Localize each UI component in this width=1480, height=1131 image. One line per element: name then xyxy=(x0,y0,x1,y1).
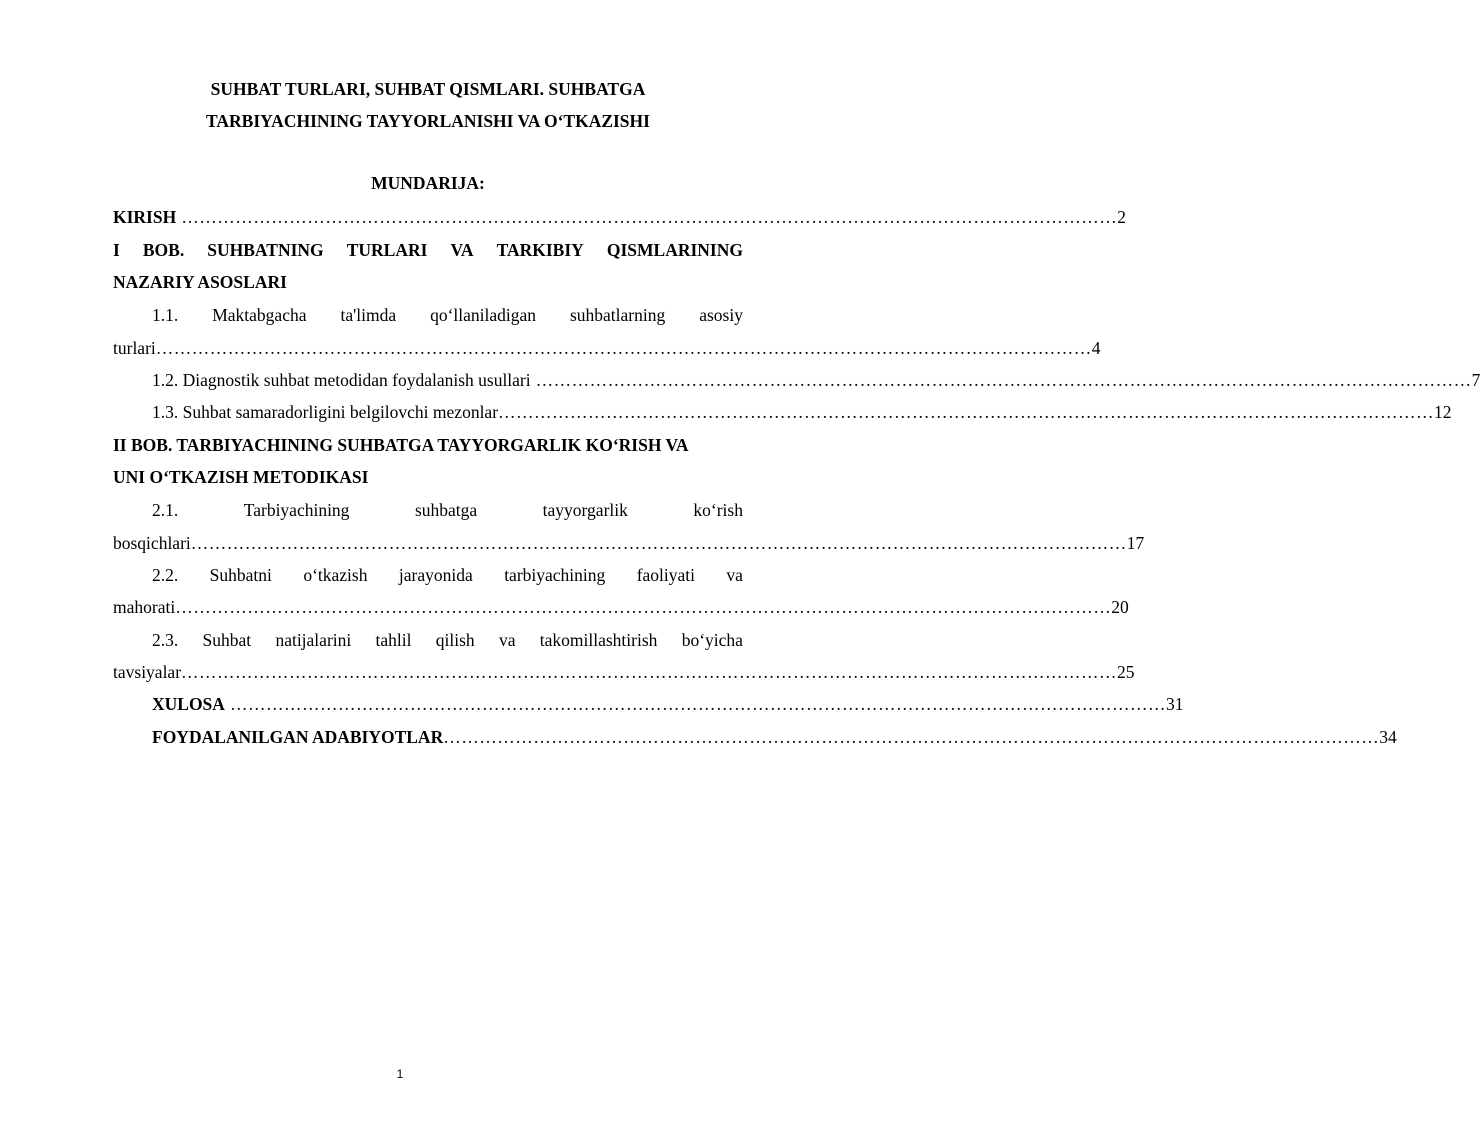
toc-entry-label: mahorati xyxy=(113,597,176,617)
toc-word: faoliyati xyxy=(636,565,695,585)
document-title xyxy=(113,73,743,137)
title-line-1: SUHBAT TURLARI, SUHBAT QISMLARI. SUHBATGA xyxy=(210,79,646,99)
toc-page-number: 17 xyxy=(1126,533,1145,553)
toc-section-1-2[interactable] xyxy=(152,368,1480,392)
toc-entry-label: 1.3. Suhbat samaradorligini belgilovchi mezonlar xyxy=(152,402,499,422)
toc-chapter-2-line-1[interactable]: II BOB. TARBIYACHINING SUHBATGA TAYYORGARLIK KO‘RISH VA xyxy=(113,435,689,455)
toc-section-2-1-line-1[interactable] xyxy=(152,498,743,522)
toc-leader-dots: ………………………………………………………………………………………………………………………………………… xyxy=(181,662,1118,682)
toc-word: 2.3. xyxy=(152,630,179,650)
toc-word: tahlil xyxy=(375,630,412,650)
toc-word: qilish xyxy=(435,630,475,650)
toc-word: Suhbatni xyxy=(209,565,272,585)
toc-page-number: 34 xyxy=(1379,727,1397,747)
toc-leader-dots: ………………………………………………………………………………………………………………………………………… xyxy=(229,694,1166,714)
toc-leader-dots: ………………………………………………………………………………………………………………………………………… xyxy=(535,370,1472,390)
toc-section-1-3[interactable] xyxy=(152,400,1452,424)
toc-leader-dots: ………………………………………………………………………………………………………………………………………… xyxy=(498,402,1435,422)
toc-word: tarbiyachining xyxy=(504,565,606,585)
toc-leader-dots: ………………………………………………………………………………………………………………………………………… xyxy=(190,533,1127,553)
toc-entry-label: tavsiyalar xyxy=(113,662,182,682)
toc-word: SUHBATNING xyxy=(207,240,324,260)
toc-chapter-2-line-2[interactable]: UNI O‘TKAZISH METODIKASI xyxy=(113,467,369,487)
toc-entry-label: KIRISH xyxy=(113,207,177,227)
toc-word: o‘tkazish xyxy=(303,565,368,585)
toc-entry-label: bosqichlari xyxy=(113,533,191,553)
toc-word: suhbatga xyxy=(414,500,478,520)
toc-page-number: 31 xyxy=(1165,694,1184,714)
title-line-2: TARBIYACHINING TAYYORLANISHI VA O‘TKAZISHI xyxy=(206,111,650,131)
toc-page-number: 12 xyxy=(1434,402,1452,422)
toc-word: QISMLARINING xyxy=(606,240,743,260)
toc-word: VA xyxy=(450,240,474,260)
toc-section-2-3-line-2[interactable] xyxy=(113,660,1135,684)
toc-chapter-1-line-2[interactable]: NAZARIY ASOSLARI xyxy=(113,272,287,292)
toc-section-1-1-line-2[interactable] xyxy=(113,336,1101,360)
toc-word: 1.1. xyxy=(152,305,179,325)
toc-word: 2.1. xyxy=(152,500,179,520)
toc-word: ta'limda xyxy=(340,305,397,325)
toc-word: Tarbiyachining xyxy=(243,500,350,520)
toc-word: suhbatlarning xyxy=(569,305,666,325)
toc-word: I xyxy=(113,240,120,260)
toc-entry-label: XULOSA xyxy=(152,694,225,714)
toc-word: qo‘llaniladigan xyxy=(430,305,537,325)
page-number: 1 xyxy=(396,1067,404,1081)
toc-word: jarayonida xyxy=(398,565,473,585)
toc-word: ko‘rish xyxy=(693,500,743,520)
toc-section-1-1-line-1[interactable] xyxy=(152,303,743,327)
toc-entry-label: FOYDALANILGAN ADABIYOTLAR xyxy=(152,727,444,747)
toc-section-2-2-line-1[interactable] xyxy=(152,563,743,587)
toc-section-2-3-line-1[interactable] xyxy=(152,628,743,652)
toc-word: Suhbat xyxy=(202,630,252,650)
toc-word: Maktabgacha xyxy=(212,305,307,325)
toc-page-number: 25 xyxy=(1117,662,1135,682)
toc-entry-label: turlari xyxy=(113,338,156,358)
toc-word: va xyxy=(498,630,516,650)
toc-page-number: 20 xyxy=(1111,597,1129,617)
toc-leader-dots: ………………………………………………………………………………………………………………………………………… xyxy=(443,727,1380,747)
contents-heading: MUNDARIJA: xyxy=(371,173,485,193)
toc-word: takomillashtirish xyxy=(539,630,658,650)
toc-section-2-1-line-2[interactable] xyxy=(113,531,1145,555)
toc-word: TARKIBIY xyxy=(496,240,584,260)
toc-word: asosiy xyxy=(699,305,743,325)
toc-entry-label: 1.2. Diagnostik suhbat metodidan foydalanish usullari xyxy=(152,370,531,390)
toc-entry-intro[interactable] xyxy=(113,205,1126,229)
toc-word: BOB. xyxy=(142,240,185,260)
toc-entry-conclusion[interactable] xyxy=(152,692,1184,716)
toc-word: natijalarini xyxy=(275,630,352,650)
toc-page-number: 7 xyxy=(1471,370,1480,390)
toc-page-number: 2 xyxy=(1117,207,1126,227)
toc-word: 2.2. xyxy=(152,565,179,585)
toc-page-number: 4 xyxy=(1091,338,1101,358)
toc-leader-dots: ………………………………………………………………………………………………………………………………………… xyxy=(155,338,1092,358)
toc-word: va xyxy=(726,565,743,585)
toc-word: TURLARI xyxy=(346,240,428,260)
toc-word: tayyorgarlik xyxy=(542,500,628,520)
toc-entry-references[interactable] xyxy=(152,725,1397,749)
toc-section-2-2-line-2[interactable] xyxy=(113,595,1129,619)
toc-leader-dots: ………………………………………………………………………………………………………………………………………… xyxy=(175,597,1112,617)
toc-chapter-1-line-1[interactable] xyxy=(113,238,743,262)
toc-word: bo‘yicha xyxy=(681,630,743,650)
toc-leader-dots: ………………………………………………………………………………………………………………………………………… xyxy=(181,207,1118,227)
